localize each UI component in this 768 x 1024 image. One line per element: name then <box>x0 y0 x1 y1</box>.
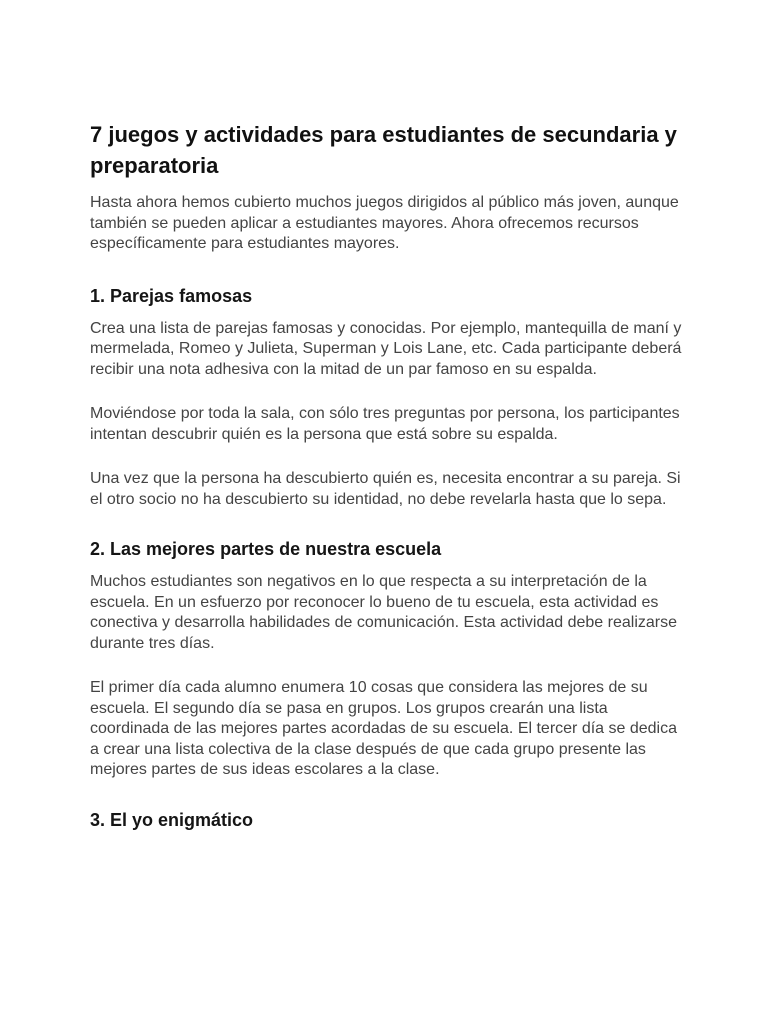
section-paragraph: Crea una lista de parejas famosas y conocidas. Por ejemplo, mantequilla de maní y mermelada, Romeo y Julieta, Superman y Lois Lane, etc. Cada participante deberá recibir una nota adhesiva con la mitad de un par famoso en su espalda. <box>90 319 682 378</box>
intro-paragraph: Hasta ahora hemos cubierto muchos juegos dirigidos al público más joven, aunque también se pueden aplicar a estudiantes mayores. Ahora ofrecemos recursos específicamente para estudiantes mayores. <box>90 194 679 252</box>
section-heading: 3. El yo enigmático <box>90 809 254 830</box>
section-heading: 1. Parejas famosas <box>90 285 253 306</box>
section-mejores-partes <box>90 537 690 781</box>
section-paragraph: El primer día cada alumno enumera 10 cosas que considera las mejores de su escuela. El segundo día se pasa en grupos. Los grupos crearán una lista coordinada de las mejores partes acordadas de su escuela. El tercer día se dedica a crear una lista colectiva de la clase después de que cada grupo presente las mejores partes de sus ideas escolares a la clase. <box>90 679 678 778</box>
document-page <box>90 119 690 843</box>
section-paragraph: Muchos estudiantes son negativos en lo que respecta a su interpretación de la escuela. En un esfuerzo por reconocer lo bueno de tu escuela, esta actividad es conectiva y desarrolla habilidades de comunicación. Esta actividad debe realizarse durante tres días. <box>90 573 677 652</box>
section-paragraph: Moviéndose por toda la sala, con sólo tres preguntas por persona, los participantes intentan descubrir quién es la persona que está sobre su espalda. <box>90 405 680 443</box>
section-yo-enigmatico <box>90 808 690 833</box>
section-parejas-famosas <box>90 284 690 511</box>
section-heading: 2. Las mejores partes de nuestra escuela <box>90 539 442 559</box>
section-paragraph: Una vez que la persona ha descubierto quién es, necesita encontrar a su pareja. Si el otro socio no ha descubierto su identidad, no debe revelarla hasta que lo sepa. <box>90 470 681 508</box>
document-title: 7 juegos y actividades para estudiantes de secundaria y preparatoria <box>90 122 677 178</box>
